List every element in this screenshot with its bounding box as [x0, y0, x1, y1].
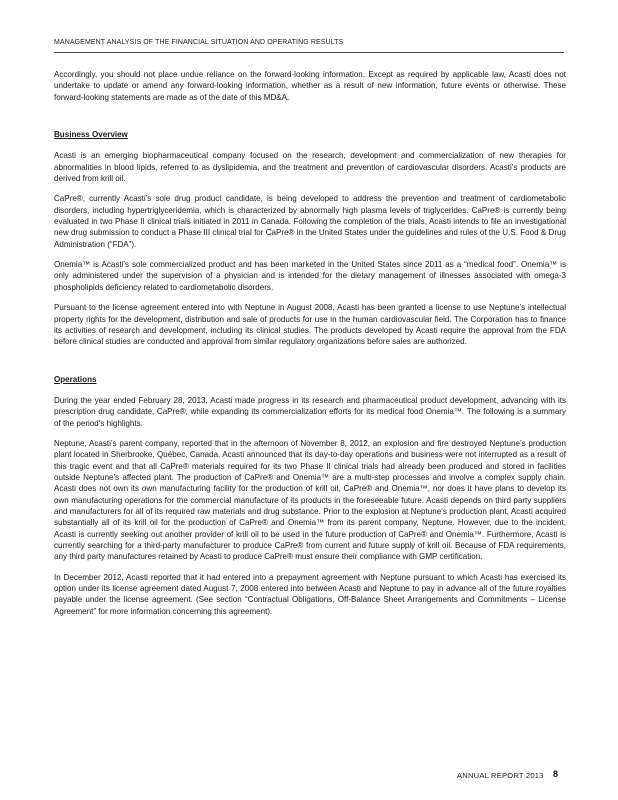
operations-section [54, 374, 566, 618]
operations-heading: Operations [54, 374, 97, 384]
section-spacer [54, 357, 566, 374]
section-spacer [54, 112, 566, 129]
business-overview-paragraph-1: Acasti is an emerging biopharmaceutical company focused on the research, development and commercialization of new therapies for abnormalities in blood lipids, referred to as dyslipidemia, and the treatment and prevention of cardiovascular disorders. Acasti’s products are derived from krill oil. [54, 151, 566, 184]
header-rule [54, 52, 564, 53]
running-header: MANAGEMENT ANALYSIS OF THE FINANCIAL SITUATION AND OPERATING RESULTS [54, 39, 344, 46]
footer-report-label: ANNUAL REPORT 2013 [457, 771, 544, 780]
business-overview-paragraph-2: CaPre®, currently Acasti’s sole drug product candidate, is being developed to address the prevention and treatment of cardiometabolic disorders, including hypertriglyceridemia, which is characterized by abnormally high plasma levels of triglycerides. CaPre® is currently being evaluated in two Phase II clinical trials initiated in 2011 in Canada. Following the completion of the trials, Acasti intends to file an investigational new drug submission to conduct a Phase III clinical trial for CaPre® in the United States under the guidelines and rules of the U.S. Food & Drug Administration (“FDA”). [54, 194, 566, 249]
business-overview-section [54, 129, 566, 348]
business-overview-heading: Business Overview [54, 130, 128, 140]
business-overview-paragraph-3: Onemia™ is Acasti’s sole commercialized product and has been marketed in the United States since 2011 as a “medical food”. Onemia™ is only administered under the supervision of a physician and is intended for the dietary management of illnesses associated with omega-3 phospholipids deficiency related to cardiometabolic disorders. [54, 260, 566, 292]
intro-paragraph: Accordingly, you should not place undue reliance on the forward-looking information. Except as required by applicable law, Acasti does not undertake to update or amend any forward-looking information, whether as a result of new information, future events or otherwise. These forward-looking statements are made as of the date of this MD&A. [54, 70, 566, 102]
page-body [54, 69, 566, 626]
operations-paragraph-2: Neptune, Acasti’s parent company, reported that in the afternoon of November 8, 2012, an explosion and fire destroyed Neptune’s production plant located in Sherbrooke, Québec, Canada. Acasti announced that its day-to-day operations and business were not interrupted as a result of this tragic event and that all CaPre® materials required for its two Phase II clinical trials had already been produced and stored in facilities outside Neptune’s affected plant. The production of CaPre® and Onemia™ are a multi-step processes and involve a complex supply chain. Acasti does not own its own manufacturing facility for the production of krill oil, CaPre® and Onemia™, nor does it have plans to develop its own manufacturing operations for the commercial manufacture of its products in the foreseeable future. Acasti depends on third party suppliers and manufacturers for all of its required raw materials and drug substance. Prior to the explosion at Neptune’s production plant, Acasti acquired substantially all of its krill oil for the production of CaPre® and Onemia™ from its parent company, Neptune. However, due to the incident, Acasti is currently seeking out another provider of krill oil to be used in the future production of CaPre® and Onemia™. Furthermore, Acasti is currently searching for a third-party manufacturer to produce CaPre® from current and future supply of krill oil. Because of FDA requirements, any third party manufactures retained by Acasti to produce CaPre® must ensure their compliance with GMP certification. [54, 438, 566, 562]
page-number: 8 [553, 769, 559, 779]
operations-paragraph-3: In December 2012, Acasti reported that it had entered into a prepayment agreement with Neptune pursuant to which Acasti has exercised its option under its license agreement dated August 7, 2008 entered into between Acasti and Neptune to pay in advance all of the future royalties payable under the license agreement. (See section “Contractual Obligations, Off-Balance Sheet Arrangements and Commitments – License Agreement” for more information concerning this agreement). [54, 572, 566, 616]
business-overview-paragraph-4: Pursuant to the license agreement entered into with Neptune in August 2008, Acasti has been granted a license to use Neptune’s intellectual property rights for the development, distribution and sale of products for use in the human cardiovascular field. The Corporation has to finance its activities of research and development, including its clinical studies. The products developed by Acasti require the approval from the FDA before clinical studies are conducted and approval from similar regulatory organizations before sales are authorized. [54, 303, 566, 347]
operations-paragraph-1: During the year ended February 28, 2013, Acasti made progress in its research and pharmaceutical product development, advancing with its prescription drug candidate, CaPre®, while expanding its commercialization efforts for its medical food Onemia™. The following is a summary of the period’s highlights. [54, 395, 566, 428]
